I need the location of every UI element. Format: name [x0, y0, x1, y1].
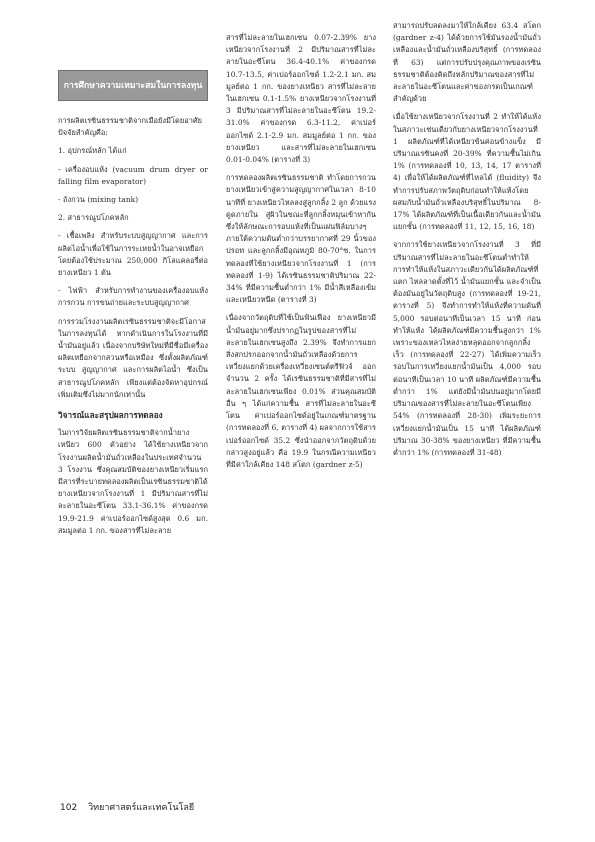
column-1	[58, 54, 208, 543]
page-number: 102	[60, 803, 78, 813]
page-footer	[60, 800, 194, 814]
intro-paragraph: การผลิตเรซินธรรมชาติจากเมือยังมีโดยอาศัยปัจจัยสำคัญคือ:	[58, 116, 203, 138]
column-3	[393, 20, 541, 465]
list-item-2b: - ไฟฟ้า สำหรับการทำงานของเครื่องอบแห้ง การกวน การขนถ่ายและระบบสูญญากาศ	[58, 286, 208, 308]
col3-paragraph-3: จากการใช้ยางเหนียวจากโรงงานที่ 3 ที่มีปริมาณสารที่ไม่ละลายในอะซีโตนต่ำทำให้การทำให้แห้งในสภาวะเดียวกันได้ผลิตภัณฑ์ที่แตก ไหลลาดตั้งที่ไว้ น้ำมันแยกชั้น และจำเป็นต้องมันอยู่ในวัตถุดิบสูง (การทดลองที่ 19-21, ตารางที่ 5) จึงทำการทำให้แห้งที่ความดันที่ 5,000 รอบต่อนาทีเป็นเวลา 15 นาที ก่อนทำให้แห้ง ได้ผลิตภัณฑ์มีความชื้นสูงกว่า 1% เพราะของเหลวไหลง่ายหลุดออกจากลูกกลิ้งเร็ว (การทดลองที่ 22-27) ได้เพิ่มความเร็วรอบในการเหวี่ยงแยกน้ำมันเป็น 4,000 รอบต่อนาทีเป็นเวลา 10 นาที ผลิตภัณฑ์มีความชื้นต่ำกว่า 1% แต่ยังมีน้ำมันปนอยู่มากโดยมีปริมาณของสารที่ไม่ละลายในอะซีโตนเพียง 54% (การทดลองที่ 28-30) เพิ่มระยะการเหวี่ยงแยกน้ำมันเป็น 15 นาที ได้ผลิตภัณฑ์ปริมาณ 30-38% ของยางเหนียว ที่มีความชื้นต่ำกว่า 1% (การทดลองที่ 31-48)	[393, 240, 541, 457]
list-item-1a: - เครื่องอบแห้ง (vacuum drum dryer or falling film evaporator)	[58, 164, 208, 186]
col2-paragraph-3: เนื่องจากวัตถุดิบที่ใช้เป็นฟันเฟือง ยางเหนียวมีน้ำมันอยู่มากซึ่งปรากฏในรูปของสารที่ไม่ละลายในเฮกเซนสูงถึง 2.39% จึงทำการแยกสิ่งสกปรกออกจากน้ำมันถั่วเหลืองด้วยการเหวี่ยงแยกด้วยเครื่องเหวี่ยงเซนต์ตรีฟิวจ์ ออกจำนวน 2 ครั้ง ได้เรซินธรรมชาติที่มีสารที่ไม่ละลายในเฮกเซนเพียง 0.01% ส่วนคุณสมบัติอื่น ๆ ได้แก่ความชื้น สารที่ไม่ละลายในอะซีโตน ค่าเปอร์ออกไซด์อยู่ในเกณฑ์มาตรฐาน (การทดลองที่ 6, ตารางที่ 4) ผลจากการใช้สารเปอร์ออกไซด์ 35.2 ซึ่งนำออกจากวัตถุดิบด้วยกล่าวสูงอยู่แล้ว คือ 19.9 ในกรณีความเหนียวที่มีค่าใกล้เคียง 148 สโตก (gardner z-5)	[226, 313, 376, 469]
list-item-1b: - ถังกวน (mixing tank)	[58, 195, 139, 205]
list-item-2a: - เชื้อเพลิง สำหรับระบบสูญญากาศ และการผลิตไอน้ำเพื่อใช้ในการระเหยน้ำในอาจเหยือก โดยต้องใช้ประมาณ 250,000 กิโลแคลอรี่ต่อยางเหนียว 1 ตัน	[58, 231, 208, 278]
col2-paragraph-1: สารที่ไม่ละลายในเฮกเซน 0.07-2.39% ยางเหนียวจากโรงงานที่ 2 มีปริมาณสารที่ไม่ละลายในอะซีโตน 36.4-40.1% ค่าของกรด 10.7-13.5, ค่าเปอร์ออกไซด์ 1.2-2.1 มก. สมมูลย์ต่อ 1 กก. ของยางเหนียว สารที่ไม่ละลายในเฮกเซน 0.1-1.5% ยางเหนียวจากโรงงานที่ 3 มีปริมาณสารที่ไม่ละลายในอะซีโตน 19.2-31.0% ค่าของกรด 6.3-11.2, ค่าเปอร์ออกไซด์ 2.1-2.9 มก. สมมูลย์ต่อ 1 กก. ของยางเหนียว และสารที่ไม่ละลายในเฮกเซน 0.01-0.04% (ตารางที่ 3)	[226, 33, 376, 165]
journal-name: วิทยาศาสตร์และเทคโนโลยี	[88, 803, 195, 813]
investment-paragraph: การรวมโรงงานผลิตเรซินธรรมชาติจะมีโอกาสในการลงทุนได้ หากดำเนินการในโรงงานที่มีน้ำมันอยู่แล้ว เนื่องจากบริษัทใหม่ที่มีชื่อมีเครื่องผลิตเหยือกจากสวนหรือเหมือง ซึ่งตั้งผลิตภัณฑ์ระบบ สูญญากาศ และการผลิตไอน้ำ ซึ่งเป็นสาธารณูปโภคหลัก เพียงแต่ต้องจัดหาอุปกรณ์เพิ่มเติมซึ่งไม่มากนักเท่านั้น	[58, 316, 208, 399]
col2-paragraph-2: การทดลองผลิตเรซินธรรมชาติ ทำโดยการกวนยางเหนียวเข้าสู่ความสูญญากาศในเวลา 8-10 นาทีที่ ยางเหนียวไหลลงสู่ลูกกลิ้ง 2 ลูก ด้วยแรงดูดภายใน สู่ผิวในขณะที่ลูกกลิ้งหมุนเข้าหากัน ซึ่งให้ลักษณะการอบแห้งที่เป็นแผ่นฟิล์มบางๆ ภายใต้ความดันต่ำกว่าบรรยากาศที่ 29 นิ้วของปรอท และลูกกลิ้งมีอุณหภูมิ 80-70°ซ. ในการทดลองที่ใช้ยางเหนียวจากโรงงานที่ 1 (การทดลองที่ 1-9) ได้เรซินธรรมชาติปริมาณ 22-34% ที่มีความชื้นต่ำกว่า 1% มีน้ำสีเหลืองเข้มและเหนียวหนืด (ตารางที่ 3)	[226, 173, 376, 305]
section-title-box: การศึกษาความเหมาะสมในการลงทุน	[58, 70, 208, 101]
column-2	[226, 32, 376, 477]
list-item-2: 2. สาธารณูปโภคหลัก	[58, 213, 129, 223]
list-item-1: 1. อุปกรณ์หลัก ได้แก่	[58, 146, 127, 156]
col3-paragraph-1: สามารถปรับลดลงมาให้ใกล้เคียง 63.4 สโตก (gardner z-4) ได้ด้วยการใช้มันรองน้ำมันถั่วเหลืองและน้ำมันถั่วเหลืองบริสุทธิ์ (การทดลองที่ 63) แต่การปรับปรุงคุณภาพของเรซินธรรมชาติต้องคิดถึงหลักปริมาณของสารที่ไม่ละลายในอะซีโตนและค่าของกรดเป็นเกณฑ์สำคัญด้วย	[393, 21, 541, 104]
section-heading: วิจารณ์และสรุปผลการทดลอง	[58, 410, 163, 421]
discussion-paragraph: ในการวิจัยผลิตเรซินธรรมชาติจากน้ำยางเหนียว 600 ตัวอย่าง ได้ใช้ยางเหนียวจากโรงงานผลิตน้ำมันถั่วเหลืองในประเทศจำนวน 3 โรงงาน ซึ่งคุณสมบัติของยางเหนียวเริ่มแรกมีสารที่ระบายทดลองผลิตเป็นเรซินธรรมชาติได้ ยางเหนียวจากโรงงานที่ 1 มีปริมาณสารที่ไม่ละลายในอะซีโตน 33.1-36.1% ค่าของกรด 19.9-21.9 ค่าเปอร์ออกไซด์สูงสุด 0.6 มก. สมมูลต่อ 1 กก. ของสารที่ไม่ละลาย	[58, 428, 208, 535]
col3-paragraph-2: เมื่อใช้ยางเหนียวจากโรงงานที่ 2 ทำให้ได้แห้งในสภาวะเช่นเดียวกับยางเหนียวจากโรงงานที่ 1 ผลิตภัณฑ์ที่ได้เหนียวข้นค่อนข้างแข็ง มีปริมาณเรซินคงที่ 20-39% ที่ความชื้นไม่เกิน 1% (การทดลองที่ 10, 13, 14, 17 ตารางที่ 4) เพื่อให้ได้ผลิตภัณฑ์ที่ไหลได้ (fluidity) จึงทำการปรับสภาพวัตถุดิบก่อนทำให้แห้งโดยผสมกับน้ำมันถั่วเหลืองบริสุทธิ์ในปริมาณ 8-17% ได้ผลิตภัณฑ์ที่เป็นเนื้อเดียวกันและน้ำมันแยกชั้น (การทดลองที่ 11, 12, 15, 16, 18)	[393, 112, 541, 232]
